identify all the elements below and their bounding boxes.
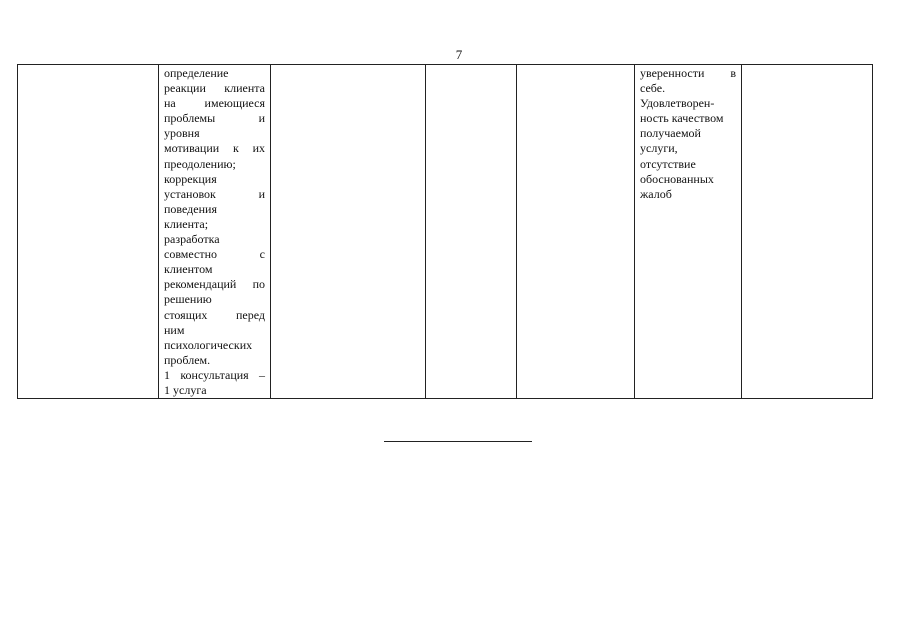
text-line: [164, 323, 265, 338]
table-cell-3: [271, 65, 426, 399]
text-word: проблемы: [164, 111, 216, 126]
text-line: [640, 141, 736, 156]
text-word: с: [259, 247, 265, 262]
text-word: клиента: [224, 81, 265, 96]
text-line: [164, 368, 265, 383]
text-line: [164, 232, 265, 247]
text-word: поведения: [164, 201, 217, 216]
text-word: 1 услуга: [164, 382, 207, 397]
table-cell-quality-indicators: [635, 65, 742, 399]
text-word: отсутствие: [640, 156, 696, 171]
page-number: 7: [455, 47, 463, 62]
text-word: разработка: [164, 232, 220, 247]
text-line: [640, 157, 736, 172]
text-word: коррекция: [164, 171, 217, 186]
text-line: [164, 172, 265, 187]
text-line: [164, 353, 265, 368]
service-content-text: [159, 65, 270, 398]
text-word: услуги,: [640, 141, 678, 156]
text-word: совместно: [164, 247, 217, 262]
text-word: реакции: [164, 81, 206, 96]
table-cell-1: [18, 65, 159, 399]
text-word: на: [164, 96, 176, 111]
text-line: [640, 172, 736, 187]
text-line: [640, 96, 736, 111]
text-word: к: [232, 141, 239, 156]
text-word: перед: [235, 307, 265, 322]
table-row: [18, 65, 873, 399]
text-line: [164, 157, 265, 172]
text-word: и: [258, 186, 265, 201]
text-word: уровня: [164, 126, 200, 141]
table-cell-5: [517, 65, 635, 399]
text-line: [164, 292, 265, 307]
text-word: клиента;: [164, 216, 209, 231]
text-line: [164, 187, 265, 202]
text-line: [640, 187, 736, 202]
text-word: их: [252, 141, 265, 156]
text-line: [164, 262, 265, 277]
text-line: [164, 111, 265, 126]
text-word: и: [258, 111, 265, 126]
text-word: установок: [164, 186, 216, 201]
text-word: обоснованных: [640, 171, 714, 186]
table-cell-7: [742, 65, 873, 399]
end-of-document-rule: [384, 441, 532, 442]
text-word: себе.: [640, 81, 666, 96]
text-word: рекомендаций: [164, 277, 237, 292]
text-word: –: [259, 367, 265, 382]
text-word: проблем.: [164, 352, 211, 367]
text-line: [164, 202, 265, 217]
text-line: [164, 66, 265, 81]
text-word: уверенности: [640, 66, 705, 80]
text-line: [164, 338, 265, 353]
text-line: [164, 141, 265, 156]
text-word: Удовлетворен-: [640, 96, 715, 111]
text-word: ним: [164, 322, 185, 337]
text-word: 1: [164, 367, 170, 382]
text-word: имеющиеся: [204, 96, 265, 111]
text-word: определение: [164, 66, 229, 80]
quality-indicators-text: [635, 65, 741, 202]
services-table: [17, 64, 873, 399]
text-word: клиентом: [164, 262, 213, 277]
text-line: [164, 217, 265, 232]
text-word: решению: [164, 292, 212, 307]
text-word: в: [730, 66, 736, 80]
text-word: стоящих: [164, 307, 208, 322]
text-word: мотивации: [164, 141, 220, 156]
text-word: жалоб: [640, 186, 672, 201]
text-word: по: [252, 277, 265, 292]
text-word: получаемой: [640, 126, 701, 141]
text-line: [640, 126, 736, 141]
text-word: ность качеством: [640, 111, 724, 126]
text-line: [164, 277, 265, 292]
text-line: [164, 126, 265, 141]
text-word: психологических: [164, 337, 253, 352]
text-line: [164, 247, 265, 262]
text-line: [164, 81, 265, 96]
table-cell-4: [426, 65, 517, 399]
text-line: [164, 383, 265, 398]
text-line: [640, 66, 736, 81]
table-cell-service-content: [159, 65, 271, 399]
text-word: преодолению;: [164, 156, 236, 171]
text-line: [164, 96, 265, 111]
text-word: консультация: [180, 367, 249, 382]
text-line: [640, 81, 736, 96]
text-line: [640, 111, 736, 126]
text-line: [164, 308, 265, 323]
